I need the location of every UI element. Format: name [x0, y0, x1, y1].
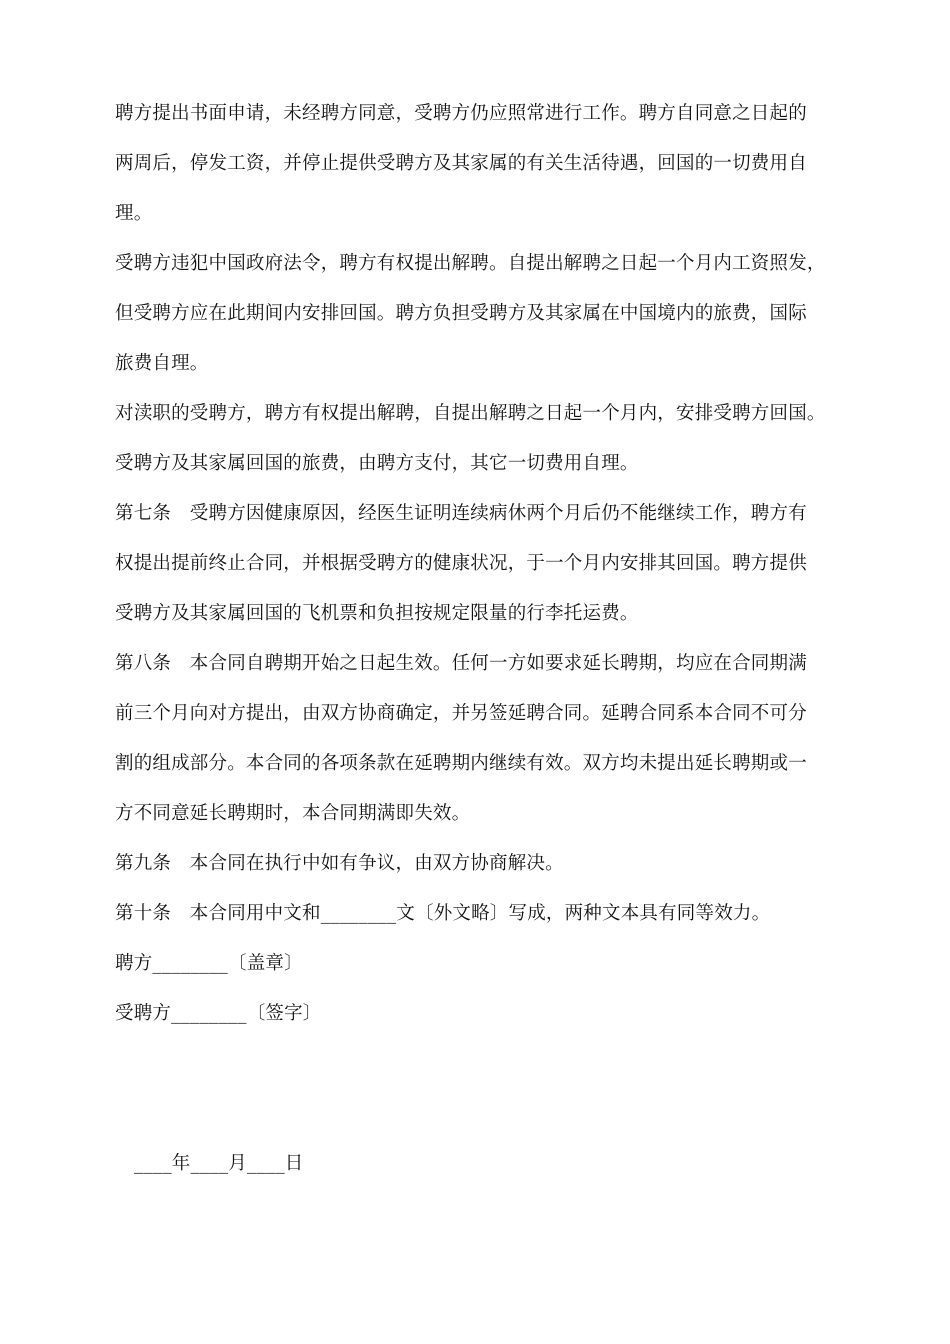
article-8-line: 第八条 本合同自聘期开始之日起生效。任何一方如要求延长聘期，均应在合同期满	[115, 653, 807, 674]
paragraph-line: 两周后，停发工资，并停止提供受聘方及其家属的有关生活待遇，回国的一切费用自	[115, 153, 807, 174]
date-line: ____年____月____日	[134, 1153, 304, 1174]
paragraph-line: 但受聘方应在此期间内安排回国。聘方负担受聘方及其家属在中国境内的旅费，国际	[115, 303, 807, 324]
article-7-line: 受聘方及其家属回国的飞机票和负担按规定限量的行李托运费。	[115, 603, 639, 624]
paragraph-line: 受聘方及其家属回国的旅费，由聘方支付，其它一切费用自理。	[115, 453, 639, 474]
article-9-line: 第九条 本合同在执行中如有争议，由双方协商解决。	[115, 853, 564, 874]
article-10-line: 第十条 本合同用中文和________文〔外文略〕写成，两种文本具有同等效力。	[115, 903, 771, 924]
article-8-line: 前三个月向对方提出，由双方协商确定，并另签延聘合同。延聘合同系本合同不可分	[115, 703, 807, 724]
employee-signature-line: 受聘方________〔签字〕	[115, 1003, 322, 1024]
article-8-line: 方不同意延长聘期时，本合同期满即失效。	[115, 803, 471, 824]
paragraph-line: 受聘方违犯中国政府法令，聘方有权提出解聘。自提出解聘之日起一个月内工资照发，	[115, 253, 826, 274]
paragraph-line: 聘方提出书面申请，未经聘方同意，受聘方仍应照常进行工作。聘方自同意之日起的	[115, 103, 807, 124]
article-7-line: 权提出提前终止合同，并根据受聘方的健康状况，于一个月内安排其回国。聘方提供	[115, 553, 807, 574]
article-8-line: 割的组成部分。本合同的各项条款在延聘期内继续有效。双方均未提出延长聘期或一	[115, 753, 807, 774]
article-7-line: 第七条 受聘方因健康原因，经医生证明连续病休两个月后仍不能继续工作，聘方有	[115, 503, 807, 524]
paragraph-line: 理。	[115, 203, 153, 224]
employer-signature-line: 聘方________〔盖章〕	[115, 953, 303, 974]
paragraph-line: 对渎职的受聘方，聘方有权提出解聘，自提出解聘之日起一个月内，安排受聘方回国。	[115, 403, 826, 424]
paragraph-line: 旅费自理。	[115, 353, 209, 374]
